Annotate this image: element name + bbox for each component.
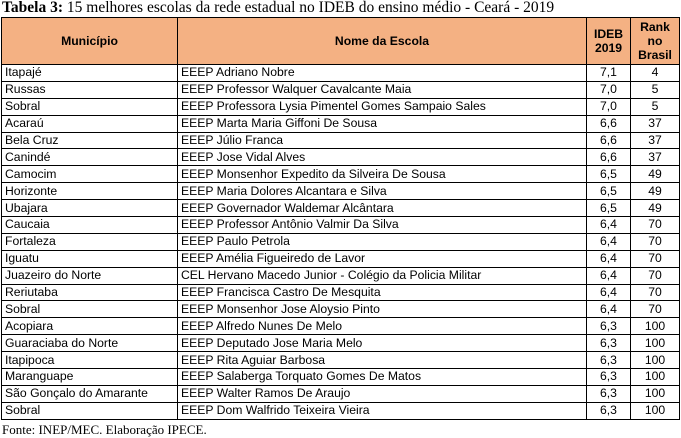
cell-escola: EEEP Amélia Figueiredo de Lavor (178, 250, 587, 267)
cell-ideb: 6,4 (587, 250, 631, 267)
table-row (2, 65, 680, 82)
table-row (2, 352, 680, 369)
table-row (2, 166, 680, 183)
cell-ideb: 7,1 (587, 65, 631, 82)
cell-municipio: Iguatu (2, 250, 178, 267)
cell-escola: EEEP Governador Waldemar Alcântara (178, 200, 587, 217)
cell-rank: 37 (631, 149, 680, 166)
cell-ideb: 6,3 (587, 369, 631, 386)
cell-rank: 100 (631, 352, 680, 369)
table-row (2, 335, 680, 352)
table-row (2, 132, 680, 149)
table-row (2, 402, 680, 419)
source-note: Fonte: INEP/MEC. Elaboração IPECE. (2, 422, 207, 437)
table-row (2, 98, 680, 115)
cell-escola: EEEP Paulo Petrola (178, 233, 587, 250)
cell-rank: 100 (631, 318, 680, 335)
cell-escola: EEEP Salaberga Torquato Gomes De Matos (178, 369, 587, 386)
cell-municipio: Maranguape (2, 369, 178, 386)
table-row (2, 200, 680, 217)
cell-municipio: Itapipoca (2, 352, 178, 369)
cell-rank: 49 (631, 200, 680, 217)
table-row (2, 385, 680, 402)
cell-escola: EEEP Professor Walquer Cavalcante Maia (178, 81, 587, 98)
cell-municipio: Horizonte (2, 183, 178, 200)
cell-escola: EEEP Alfredo Nunes De Melo (178, 318, 587, 335)
table-row (2, 81, 680, 98)
cell-rank: 5 (631, 98, 680, 115)
header-ideb-line1: IDEB (593, 27, 624, 41)
cell-ideb: 6,6 (587, 149, 631, 166)
table-row (2, 267, 680, 284)
cell-escola: EEEP Professora Lysia Pimentel Gomes Sampaio Sales (178, 98, 587, 115)
cell-municipio: Juazeiro do Norte (2, 267, 178, 284)
cell-rank: 70 (631, 250, 680, 267)
cell-rank: 100 (631, 369, 680, 386)
header-rank-line3: Brasil (638, 48, 672, 62)
cell-municipio: Fortaleza (2, 233, 178, 250)
caption-text: 15 melhores escolas da rede estadual no IDEB do ensino médio - Ceará - 2019 (63, 0, 555, 16)
table-row (2, 149, 680, 166)
cell-escola: EEEP Marta Maria Giffoni De Sousa (178, 115, 587, 132)
table-row (2, 318, 680, 335)
cell-rank: 5 (631, 81, 680, 98)
cell-escola: EEEP Monsenhor Expedito da Silveira De Sousa (178, 166, 587, 183)
table-row (2, 301, 680, 318)
cell-municipio: Russas (2, 81, 178, 98)
cell-escola: EEEP Deputado Jose Maria Melo (178, 335, 587, 352)
cell-escola: EEEP Professor Antônio Valmir Da Silva (178, 217, 587, 234)
cell-rank: 49 (631, 183, 680, 200)
cell-escola: EEEP Monsenhor Jose Aloysio Pinto (178, 301, 587, 318)
table-row (2, 233, 680, 250)
cell-escola: EEEP Dom Walfrido Teixeira Vieira (178, 402, 587, 419)
cell-ideb: 6,5 (587, 183, 631, 200)
cell-ideb: 6,4 (587, 233, 631, 250)
cell-municipio: Acopiara (2, 318, 178, 335)
cell-rank: 70 (631, 233, 680, 250)
cell-escola: CEL Hervano Macedo Junior - Colégio da Policia Militar (178, 267, 587, 284)
cell-ideb: 6,3 (587, 352, 631, 369)
caption-label: Tabela 3: (2, 0, 64, 16)
cell-escola: EEEP Rita Aguiar Barbosa (178, 352, 587, 369)
cell-rank: 70 (631, 267, 680, 284)
cell-municipio: Ubajara (2, 200, 178, 217)
cell-ideb: 6,5 (587, 166, 631, 183)
cell-municipio: Itapajé (2, 65, 178, 82)
header-escola: Nome da Escola (178, 18, 587, 65)
header-ideb (587, 18, 631, 65)
table-row (2, 250, 680, 267)
table-row (2, 217, 680, 234)
cell-rank: 49 (631, 166, 680, 183)
cell-rank: 100 (631, 335, 680, 352)
header-ideb-line2: 2019 (594, 41, 623, 55)
cell-rank: 4 (631, 65, 680, 82)
cell-municipio: Canindé (2, 149, 178, 166)
cell-ideb: 6,3 (587, 335, 631, 352)
cell-escola: EEEP Jose Vidal Alves (178, 149, 587, 166)
cell-escola: EEEP Maria Dolores Alcantara e Silva (178, 183, 587, 200)
cell-rank: 100 (631, 385, 680, 402)
table-row (2, 115, 680, 132)
cell-municipio: Sobral (2, 301, 178, 318)
cell-rank: 70 (631, 284, 680, 301)
table-row (2, 369, 680, 386)
cell-ideb: 6,5 (587, 200, 631, 217)
cell-municipio: Guaraciaba do Norte (2, 335, 178, 352)
cell-municipio: Sobral (2, 98, 178, 115)
cell-escola: EEEP Francisca Castro De Mesquita (178, 284, 587, 301)
cell-ideb: 6,4 (587, 301, 631, 318)
cell-municipio: Bela Cruz (2, 132, 178, 149)
cell-rank: 37 (631, 132, 680, 149)
cell-rank: 37 (631, 115, 680, 132)
header-municipio: Município (2, 18, 178, 65)
cell-escola: EEEP Adriano Nobre (178, 65, 587, 82)
cell-municipio: Acaraú (2, 115, 178, 132)
header-row (2, 18, 680, 65)
cell-municipio: Camocim (2, 166, 178, 183)
cell-municipio: São Gonçalo do Amarante (2, 385, 178, 402)
cell-rank: 70 (631, 301, 680, 318)
schools-table (1, 17, 680, 420)
cell-municipio: Sobral (2, 402, 178, 419)
cell-municipio: Caucaia (2, 217, 178, 234)
cell-ideb: 6,4 (587, 267, 631, 284)
table-body (2, 65, 680, 420)
table-caption (2, 0, 678, 16)
cell-ideb: 7,0 (587, 98, 631, 115)
cell-ideb: 7,0 (587, 81, 631, 98)
header-rank (631, 18, 680, 65)
header-rank-line1: Rank (640, 20, 670, 34)
table-row (2, 183, 680, 200)
header-rank-line2: no (647, 34, 663, 48)
cell-ideb: 6,4 (587, 284, 631, 301)
cell-escola: EEEP Júlio Franca (178, 132, 587, 149)
cell-ideb: 6,3 (587, 402, 631, 419)
cell-escola: EEEP Walter Ramos De Araujo (178, 385, 587, 402)
cell-ideb: 6,4 (587, 217, 631, 234)
cell-ideb: 6,3 (587, 385, 631, 402)
table-row (2, 284, 680, 301)
cell-rank: 70 (631, 217, 680, 234)
cell-ideb: 6,3 (587, 318, 631, 335)
cell-ideb: 6,6 (587, 115, 631, 132)
cell-municipio: Reriutaba (2, 284, 178, 301)
cell-ideb: 6,6 (587, 132, 631, 149)
cell-rank: 100 (631, 402, 680, 419)
